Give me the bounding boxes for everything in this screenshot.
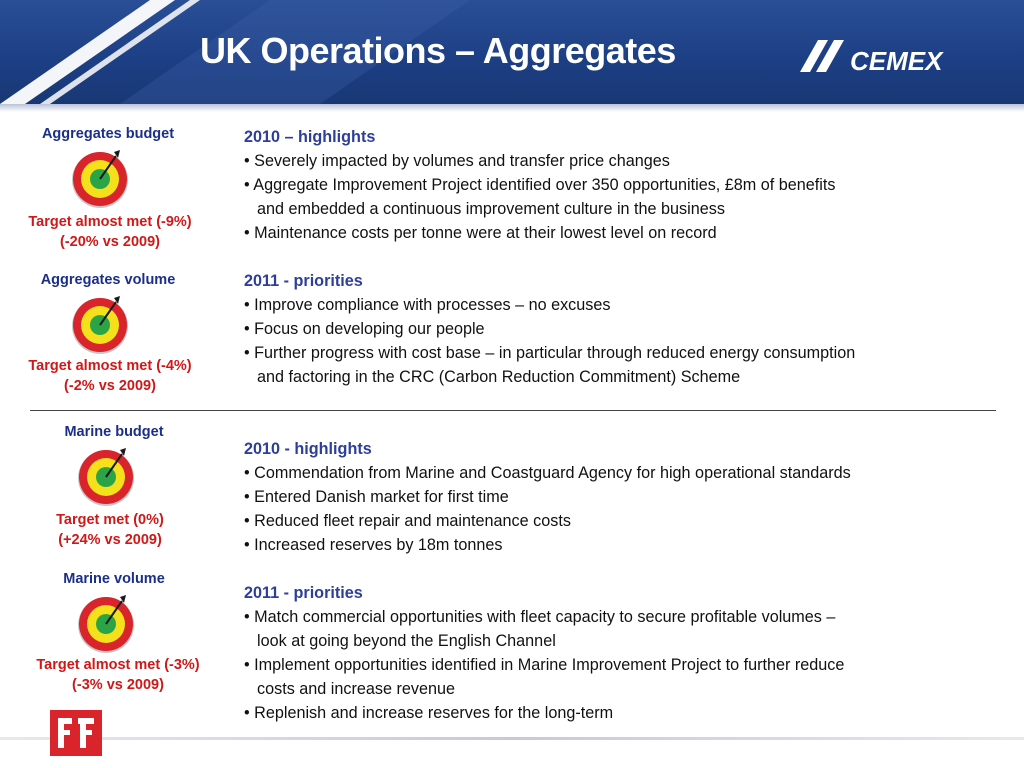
target-icon bbox=[76, 591, 140, 655]
bullet-item: • Implement opportunities identified in Marine Improvement Project to further reduce costs and increase revenue bbox=[244, 656, 845, 698]
bullet-item: • Focus on developing our people bbox=[244, 320, 485, 338]
kpi-title-marine-budget: Marine budget bbox=[64, 424, 164, 440]
header-banner bbox=[0, 0, 1024, 104]
header-shadow bbox=[0, 104, 1024, 112]
kpi-status-marine-budget bbox=[12, 510, 208, 550]
kpi-status-line: Target almost met (-9%) bbox=[28, 214, 192, 230]
ff-logo bbox=[50, 708, 102, 758]
bullet-item: • Commendation from Marine and Coastguard Agency for high operational standards bbox=[244, 464, 851, 482]
bullet-item: • Improve compliance with processes – no excuses bbox=[244, 296, 611, 314]
section-heading: 2010 - highlights bbox=[244, 440, 372, 458]
target-icon bbox=[70, 292, 134, 356]
marine-highlights bbox=[244, 437, 851, 557]
kpi-status-marine-volume bbox=[20, 655, 216, 695]
footer-rule bbox=[0, 737, 1024, 740]
section-heading: 2011 - priorities bbox=[244, 584, 363, 602]
bullet-item: • Further progress with cost base – in particular through reduced energy consumption and factoring in the CRC (Carbon Reduction Commitment) Scheme bbox=[244, 344, 856, 386]
bullet-item: • Maintenance costs per tonne were at their lowest level on record bbox=[244, 224, 717, 242]
aggregates-priorities bbox=[244, 269, 855, 389]
section-heading: 2011 - priorities bbox=[244, 272, 363, 290]
bullet-item: • Increased reserves by 18m tonnes bbox=[244, 536, 503, 554]
section-heading: 2010 – highlights bbox=[244, 128, 376, 146]
kpi-status-line: Target almost met (-3%) bbox=[36, 657, 200, 673]
target-icon bbox=[76, 444, 140, 508]
bullet-item: • Reduced fleet repair and maintenance costs bbox=[244, 512, 571, 530]
kpi-status-comparison: (-20% vs 2009) bbox=[60, 234, 160, 250]
kpi-title-aggregates-budget: Aggregates budget bbox=[41, 126, 175, 142]
target-icon bbox=[70, 146, 134, 210]
bullet-item: • Match commercial opportunities with fleet capacity to secure profitable volumes – look at going beyond the English Channel bbox=[244, 608, 836, 650]
bullet-item: • Entered Danish market for first time bbox=[244, 488, 509, 506]
kpi-status-comparison: (-2% vs 2009) bbox=[64, 378, 156, 394]
bullet-item: • Aggregate Improvement Project identified over 350 opportunities, £8m of benefits and embedded a continuous improvement culture in the business bbox=[244, 176, 836, 218]
cemex-logo-text: CEMEX bbox=[850, 46, 943, 74]
bullet-item: • Severely impacted by volumes and transfer price changes bbox=[244, 152, 670, 170]
kpi-title-marine-volume: Marine volume bbox=[63, 571, 165, 587]
section-divider bbox=[30, 410, 996, 411]
kpi-status-aggregates-budget bbox=[12, 212, 208, 252]
cemex-logo bbox=[798, 38, 973, 79]
kpi-title-aggregates-volume: Aggregates volume bbox=[40, 272, 176, 288]
bullet-item: • Replenish and increase reserves for the long-term bbox=[244, 704, 614, 722]
kpi-status-comparison: (-3% vs 2009) bbox=[72, 677, 164, 693]
kpi-status-line: Target met (0%) bbox=[56, 512, 164, 528]
aggregates-highlights bbox=[244, 125, 835, 245]
marine-priorities bbox=[244, 581, 844, 725]
page-title: UK Operations – Aggregates bbox=[200, 30, 676, 71]
kpi-status-comparison: (+24% vs 2009) bbox=[58, 532, 162, 548]
kpi-status-line: Target almost met (-4%) bbox=[28, 358, 192, 374]
kpi-status-aggregates-volume bbox=[12, 356, 208, 396]
